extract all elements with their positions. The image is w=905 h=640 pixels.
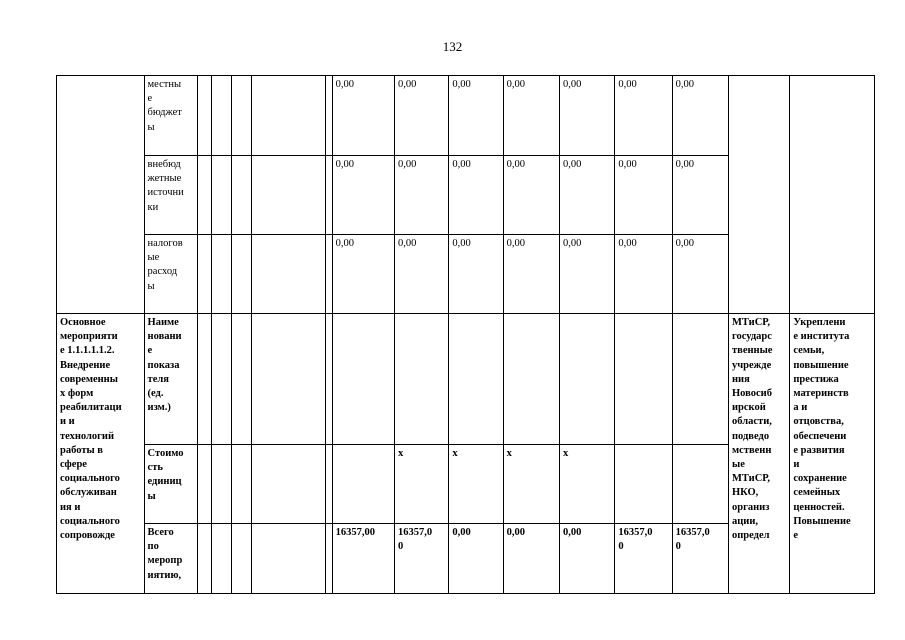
cell-line: сохранение (793, 473, 847, 485)
cell-line: реабилитаци (60, 402, 122, 414)
value-cell (394, 156, 448, 235)
cell-line: иятию, (147, 569, 182, 581)
cell-line: х (506, 448, 512, 459)
total-label-cell (144, 524, 197, 594)
cell-line: 0,00 (397, 159, 417, 170)
cell-line: мственн (732, 444, 772, 456)
cell-line: 0,00 (335, 79, 354, 90)
cell-line: х форм (60, 388, 94, 400)
cell-line: е (147, 93, 153, 105)
cell-line: Внедрение (60, 359, 111, 371)
value-cell (559, 76, 614, 156)
cell-line: 0,00 (562, 79, 582, 90)
table-row (57, 314, 875, 445)
cell-line: сопровожде (60, 530, 115, 542)
cell-line: и (793, 459, 800, 471)
cell-line: 0,00 (506, 79, 526, 90)
cell-line: ы (147, 121, 155, 133)
total-value-cell (672, 524, 728, 594)
cell-line: внебюд (147, 159, 181, 170)
cell-line: 0,00 (335, 238, 354, 249)
cell-line: обеспечени (793, 430, 847, 442)
table-row (57, 76, 875, 156)
cell-line: твенные (732, 345, 773, 357)
cell-line: Всего (147, 527, 174, 538)
value-cell (615, 235, 672, 314)
cell-line: налогов (147, 238, 183, 249)
cell-line: и и (60, 416, 75, 428)
cell-line: х (452, 448, 458, 459)
cell-line: технологий (60, 430, 115, 442)
cell-line: расход (147, 266, 178, 278)
cell-line: материнств (793, 388, 849, 400)
funding-source-cell (144, 76, 197, 156)
total-value-cell (559, 524, 614, 594)
cell-line: отцовства, (793, 416, 844, 428)
cell-line: ации, (732, 515, 759, 527)
cell-line: 0,00 (335, 159, 354, 170)
cell-line: области, (732, 416, 772, 428)
cell-line: е института (793, 331, 850, 343)
cell-line: местны (147, 79, 182, 90)
cell-line: ки (147, 201, 159, 213)
cell-line: 0,00 (675, 79, 695, 90)
cell-line: ирской (732, 402, 766, 414)
indicator-name-cell (144, 314, 197, 445)
cell-line: ценностей. (793, 501, 845, 513)
cell-line: Повышение (793, 515, 851, 527)
expected-result-cell (790, 314, 875, 594)
unit-cost-cell (144, 445, 197, 524)
value-cell (615, 156, 672, 235)
cell-line: 16357,0 (618, 527, 653, 538)
value-cell (672, 156, 728, 235)
cell-line: Укреплени (793, 317, 846, 328)
cell-line: 0 (618, 541, 624, 553)
total-value-cell (394, 524, 448, 594)
cell-line: МТиСР, (732, 317, 771, 328)
cell-line: бюджет (147, 107, 182, 119)
cell-line: жетные (147, 173, 182, 185)
cell-line: Основное (60, 317, 106, 328)
cell-line: Наиме (147, 317, 179, 328)
cell-line: ия и (60, 501, 81, 513)
cell-line: сть (147, 462, 163, 474)
cell-line: е 1.1.1.1.1.2. (60, 345, 115, 357)
cell-line: современны (60, 373, 118, 385)
value-cell (332, 156, 394, 235)
value-cell (332, 445, 394, 524)
cell-line: подведо (732, 430, 770, 442)
total-value-cell (449, 524, 503, 594)
value-cell (332, 235, 394, 314)
cell-line: определ (732, 530, 770, 542)
cell-line: социального (60, 515, 120, 527)
cell-line: 0,00 (506, 238, 526, 249)
cell-line: 0,00 (562, 238, 582, 249)
cell-line: 16357,0 (675, 527, 710, 538)
cell-line: 0,00 (506, 159, 526, 170)
cell-line: ния (732, 373, 750, 385)
value-cell (394, 235, 448, 314)
cell-line: семейных (793, 487, 841, 499)
cell-line: 0,00 (675, 238, 695, 249)
cell-line: 0,00 (397, 238, 417, 249)
cell-line: мероприяти (60, 331, 118, 343)
cell-line: единиц (147, 476, 182, 488)
cell-line: 0,00 (452, 238, 471, 249)
cell-line: 0 (397, 541, 404, 553)
value-cell (672, 76, 728, 156)
total-value-cell (503, 524, 559, 594)
empty-result-cell (790, 76, 875, 314)
value-cell (615, 76, 672, 156)
value-cell (332, 76, 394, 156)
value-cell (449, 445, 503, 524)
empty-executors-cell (729, 76, 790, 314)
funding-source-cell (144, 156, 197, 235)
cell-line: социального (60, 473, 120, 485)
cell-line: государс (732, 331, 772, 343)
cell-line: МТиСР, (732, 473, 771, 485)
cell-line: НКО, (732, 487, 759, 499)
cell-line: ые (732, 459, 745, 471)
value-cell (672, 235, 728, 314)
value-cell (394, 445, 448, 524)
page-number: 132 (442, 39, 463, 54)
cell-line: теля (147, 373, 169, 385)
cell-line: 0,00 (618, 238, 637, 249)
value-cell (449, 76, 503, 156)
value-cell (559, 156, 614, 235)
cell-line: 0,00 (397, 79, 417, 90)
cell-line: меропр (147, 555, 183, 567)
executors-cell (729, 314, 790, 594)
funding-source-cell (144, 235, 197, 314)
cell-line: организ (732, 501, 770, 513)
cell-line: Стоимо (147, 448, 184, 459)
cell-line: х (562, 448, 569, 459)
cell-line: престижа (793, 373, 839, 385)
cell-line: показа (147, 359, 180, 371)
cell-line: обслуживан (60, 487, 117, 499)
cell-line: изм.) (147, 402, 171, 414)
value-cell (559, 235, 614, 314)
value-cell (449, 156, 503, 235)
cell-line: е развития (793, 444, 845, 456)
cell-line: е (793, 530, 799, 542)
cell-line: 16357,0 (397, 527, 433, 538)
cell-line: 0,00 (618, 159, 637, 170)
total-value-cell (332, 524, 394, 594)
value-cell (559, 445, 614, 524)
value-cell (672, 445, 728, 524)
cell-line: повышение (793, 359, 849, 371)
cell-line: е (147, 345, 153, 357)
cell-line: учрежде (732, 359, 772, 371)
cell-line: 16357,00 (335, 527, 375, 538)
cell-line: 0,00 (675, 159, 695, 170)
cell-line: Новосиб (732, 388, 772, 400)
program-activities-table (56, 75, 875, 594)
cell-line: 0,00 (452, 527, 471, 538)
value-cell (615, 445, 672, 524)
cell-line: сфере (60, 459, 87, 471)
cell-line: ы (147, 490, 156, 502)
measure-name-cell (57, 314, 145, 594)
cell-line: 0,00 (618, 79, 637, 90)
cell-line: ы (147, 280, 155, 292)
cell-line: 0,00 (562, 527, 582, 538)
cell-line: источни (147, 187, 184, 199)
value-cell (449, 235, 503, 314)
total-value-cell (615, 524, 672, 594)
cell-line: ые (147, 252, 160, 264)
cell-line: по (147, 541, 159, 553)
cell-line: 0,00 (452, 159, 471, 170)
value-cell (394, 76, 448, 156)
value-cell (503, 235, 559, 314)
cell-line: 0,00 (452, 79, 471, 90)
cell-line: (ед. (147, 388, 164, 400)
cell-line: 0 (675, 541, 681, 553)
empty-name-cell (57, 76, 145, 314)
value-cell (503, 156, 559, 235)
cell-line: работы в (60, 444, 103, 456)
value-cell (503, 445, 559, 524)
value-cell (503, 76, 559, 156)
cell-line: новани (147, 331, 182, 343)
cell-line: х (397, 448, 404, 459)
cell-line: 0,00 (562, 159, 582, 170)
cell-line: семьи, (793, 345, 825, 357)
cell-line: 0,00 (506, 527, 526, 538)
cell-line: а и (793, 402, 808, 414)
